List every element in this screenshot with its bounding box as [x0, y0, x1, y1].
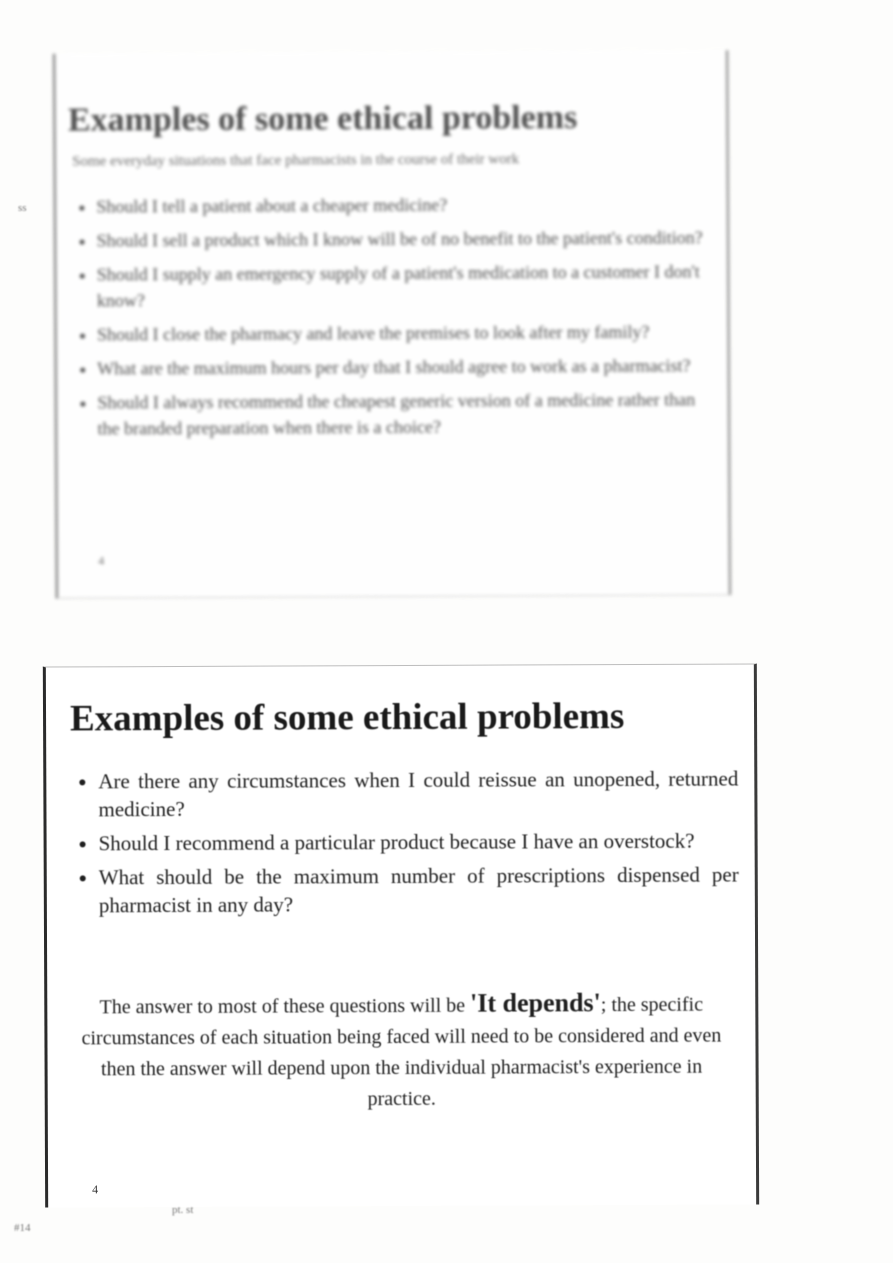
- bullet-item: • What are the maximum hours per day that I should agree to work as a pharmacist?: [97, 352, 717, 381]
- slide-bottom: [43, 663, 759, 1207]
- bullet-item: • Should I recommend a particular product because I have an overstock?: [99, 827, 739, 858]
- stray-mark-bottom: pt. st: [172, 1204, 194, 1216]
- bullet-item: • Should I supply an emergency supply of a patient's medication to a customer I don't know?: [97, 258, 717, 313]
- page-mark: 4: [92, 1182, 99, 1197]
- bullet-item: • Should I sell a product which I know will be of no benefit to the patient's condition?: [96, 224, 716, 253]
- bullet-item: • Should I close the pharmacy and leave the premises to look after my family?: [97, 318, 717, 347]
- stray-mark-bottom-left: #14: [14, 1222, 31, 1234]
- bullet-list: [72, 190, 717, 449]
- page-mark: 4: [98, 553, 105, 568]
- slide-subtitle: Some everyday situations that face pharmacists in the course of their work: [72, 151, 520, 170]
- bullet-item: • Should I tell a patient about a cheaper medicine?: [96, 190, 716, 219]
- answer-emphasis: 'It depends': [469, 988, 601, 1018]
- bullet-item: • Are there any circumstances when I could reissue an unopened, returned medicine?: [98, 765, 738, 824]
- answer-prefix: The answer to most of these questions will be: [99, 994, 471, 1019]
- slide-top: [53, 50, 732, 599]
- stray-mark-left: ss: [18, 202, 27, 214]
- slide-title: Examples of some ethical problems: [69, 696, 625, 740]
- bullet-list: [74, 765, 739, 926]
- bullet-item: • Should I always recommend the cheapest generic version of a medicine rather than the branded preparation when there is a choice?: [97, 386, 717, 441]
- bullet-item: • What should be the maximum number of prescriptions dispensed per pharmacist in any day?: [99, 861, 739, 920]
- answer-paragraph: [71, 987, 732, 1117]
- answer-suffix: ; the specific circumstances of each situation being faced will need to be considered and even then the answer will depend upon the individual pharmacist's experience in practice.: [81, 993, 722, 1111]
- slide-title: Examples of some ethical problems: [67, 99, 578, 139]
